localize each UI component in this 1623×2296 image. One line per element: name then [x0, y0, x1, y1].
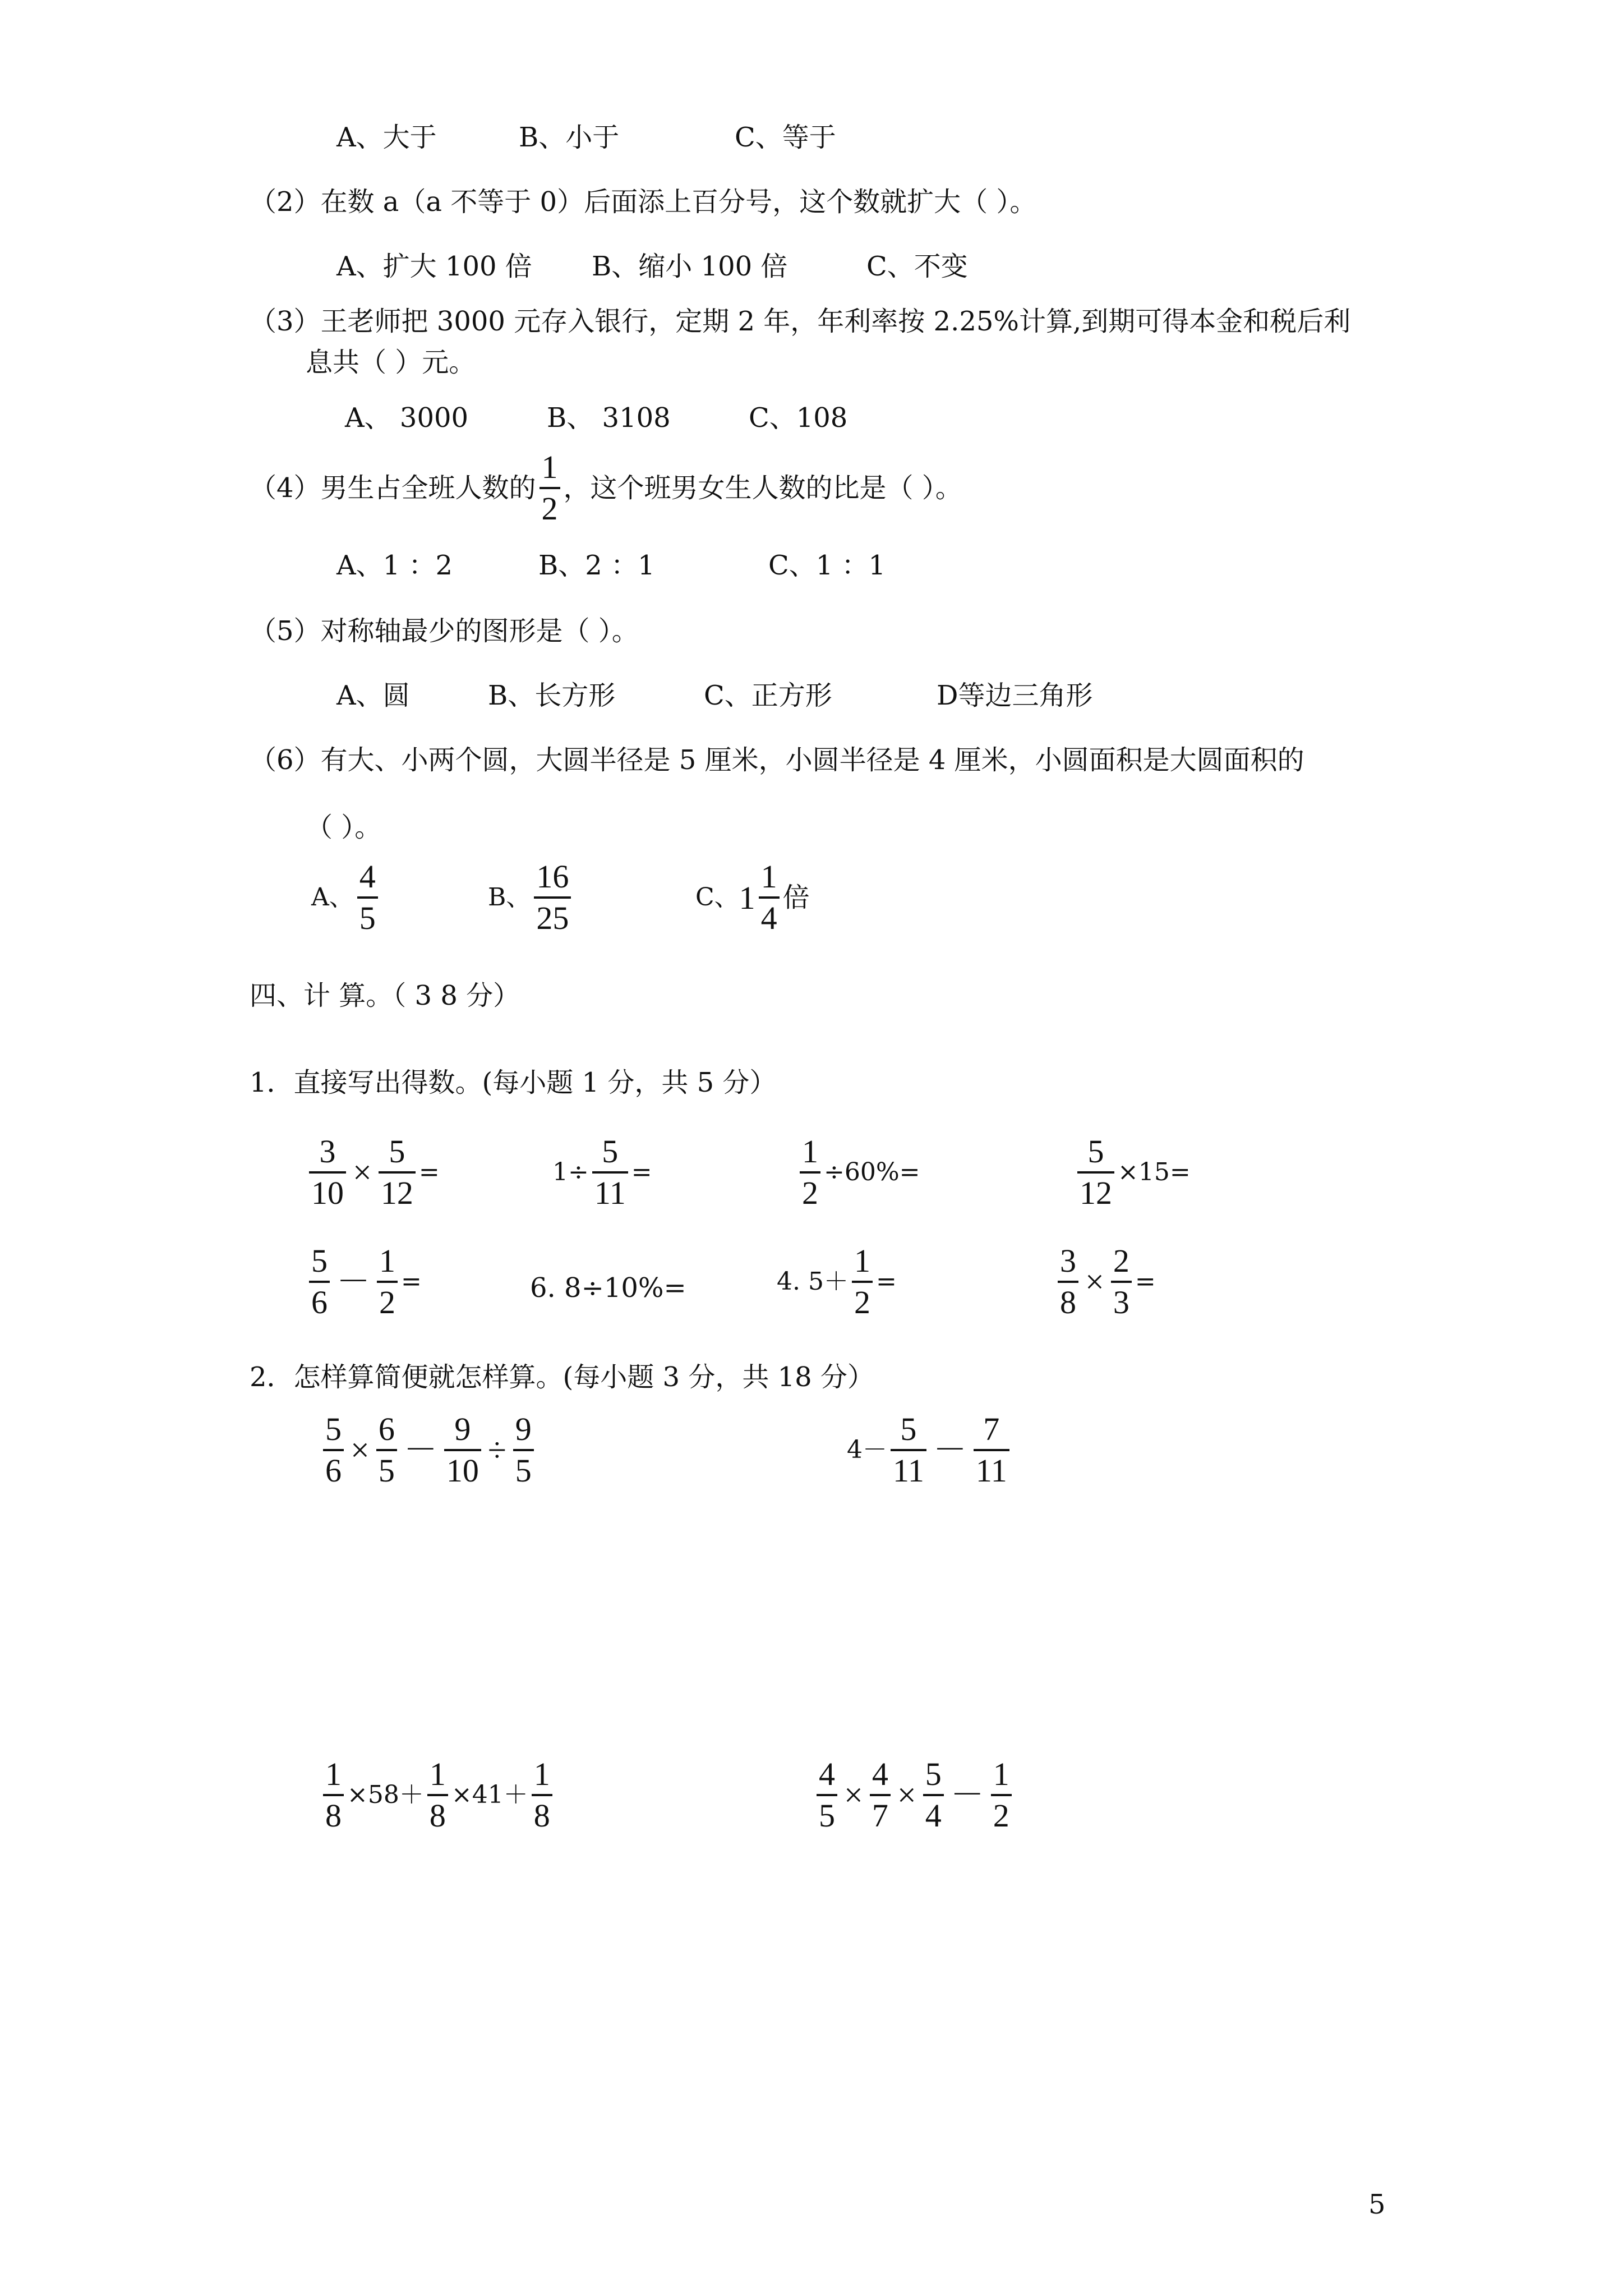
section-title: 四、计 算。（ 3 8 分） [250, 980, 520, 1011]
q1-option-a: A、大于 [336, 122, 437, 153]
equals: = [418, 1158, 440, 1186]
calc-expression-5 [306, 1243, 422, 1321]
option-label: C、 [695, 883, 739, 912]
fraction-denominator: 10 [311, 1175, 344, 1211]
fraction-numerator: 5 [1087, 1133, 1104, 1170]
fraction-denominator: 2 [379, 1284, 395, 1320]
fraction-numerator: 1 [429, 1756, 446, 1792]
fraction-denominator: 8 [429, 1797, 446, 1834]
q4-stem-pre: （4）男生占全班人数的 [250, 472, 536, 504]
operator: × [897, 1777, 916, 1814]
simplify-expression-2 [847, 1411, 1013, 1489]
q2-option-b: B、缩小 100 倍 [592, 251, 788, 282]
fraction-bar [444, 1449, 481, 1451]
mixed-whole: 1 [739, 879, 755, 916]
fraction-bar [376, 1449, 397, 1451]
equals: = [1135, 1267, 1156, 1296]
fraction-bar [427, 1794, 448, 1796]
equals: = [875, 1267, 897, 1296]
fraction-numerator: 1 [379, 1243, 395, 1279]
fraction-numerator: 9 [454, 1411, 471, 1447]
fraction-numerator: 1 [802, 1133, 818, 1170]
fraction-bar [592, 1171, 628, 1174]
fraction-denominator: 10 [446, 1452, 479, 1489]
operator: × [844, 1777, 863, 1814]
fraction-denominator: 6 [325, 1452, 342, 1489]
part2-title: 2．怎样算简便就怎样算。(每小题 3 分，共 18 分） [250, 1361, 874, 1393]
fraction-numerator: 7 [983, 1411, 1000, 1447]
fraction-numerator: 4 [819, 1756, 835, 1792]
fraction-numerator: 1 [854, 1243, 870, 1279]
fraction-denominator: 5 [378, 1452, 395, 1489]
fraction-bar [974, 1449, 1009, 1451]
fraction-denominator: 2 [802, 1175, 818, 1211]
operator: ÷ [487, 1432, 506, 1469]
option-label: A、 [311, 883, 354, 912]
fraction-bar [852, 1281, 873, 1283]
expr-prefix: 4－ [847, 1435, 887, 1464]
expr-prefix: 1÷ [552, 1158, 589, 1186]
fraction-denominator: 11 [893, 1452, 924, 1489]
fraction-denominator: 11 [594, 1175, 626, 1211]
expr-suffix: ×15= [1118, 1158, 1191, 1186]
page-number: 5 [1368, 2189, 1386, 2220]
operator: × [1085, 1263, 1104, 1300]
calc-expression-4 [1074, 1133, 1191, 1212]
fraction-denominator: 12 [380, 1175, 413, 1211]
fraction-numerator: 3 [1060, 1243, 1076, 1279]
fraction-bar [309, 1281, 330, 1283]
fraction-numerator: 5 [925, 1756, 942, 1792]
fraction-bar [309, 1171, 346, 1174]
fraction-bar [759, 896, 780, 899]
q6-option-a [311, 858, 381, 937]
fraction-numerator: 3 [319, 1133, 336, 1170]
part1-title: 1．直接写出得数。(每小题 1 分，共 5 分） [250, 1067, 777, 1098]
q3-stem-line2: 息共（ ）元。 [306, 347, 476, 378]
fraction-bar [540, 487, 560, 489]
fraction-bar [534, 896, 571, 899]
equals: = [631, 1158, 652, 1186]
fraction-bar [1077, 1171, 1114, 1174]
operator: － [336, 1263, 370, 1300]
q2-option-a: A、扩大 100 倍 [336, 251, 532, 282]
q5-option-d: D等边三角形 [937, 680, 1093, 711]
fraction-numerator: 5 [389, 1133, 405, 1170]
q6-option-c [695, 858, 810, 937]
expr-prefix: 4. 5＋ [777, 1267, 849, 1296]
fraction-numerator: 4 [359, 858, 376, 895]
q4-option-a: A、1 ：2 [336, 550, 453, 581]
q5-option-a: A、圆 [336, 680, 410, 711]
operator: × [353, 1154, 372, 1191]
fraction-numerator: 1 [760, 858, 777, 895]
fraction-denominator: 7 [872, 1797, 888, 1834]
q4-option-c: C、1 ：1 [768, 550, 886, 581]
q1-option-c: C、等于 [735, 122, 836, 153]
expr-suffix: ÷60%= [824, 1158, 920, 1186]
fraction-bar [377, 1281, 398, 1283]
q1-option-b: B、小于 [519, 122, 620, 153]
fraction-numerator: 5 [311, 1243, 328, 1279]
q2-option-c: C、不变 [866, 251, 968, 282]
q6-option-b [488, 858, 574, 937]
operator: × [351, 1432, 370, 1469]
calc-expression-1 [306, 1133, 440, 1212]
calc-expression-8 [1054, 1243, 1156, 1321]
q4-fraction [540, 449, 560, 527]
fraction-bar [800, 1171, 820, 1174]
fraction-bar [532, 1794, 552, 1796]
fraction-numerator: 5 [602, 1133, 619, 1170]
fraction-denominator: 12 [1080, 1175, 1112, 1211]
fraction-numerator: 1 [993, 1756, 1009, 1792]
fraction-denominator: 8 [325, 1797, 342, 1834]
simplify-expression-3 [320, 1756, 556, 1834]
fraction-bar [357, 896, 378, 899]
fraction-numerator: 1 [541, 449, 558, 485]
q2-stem: （2）在数 a（a 不等于 0）后面添上百分号，这个数就扩大（ ）。 [250, 186, 1037, 218]
fraction-bar [379, 1171, 416, 1174]
fraction-bar [1111, 1281, 1132, 1283]
q4-option-b: B、2 ：1 [538, 550, 655, 581]
q3-option-a: A、 3000 [345, 402, 469, 434]
fraction-denominator: 8 [1060, 1284, 1076, 1320]
fraction-denominator: 2 [993, 1797, 1009, 1834]
expr-term: ×41＋ [451, 1780, 528, 1809]
q6-stem-line1: （6）有大、小两个圆，大圆半径是 5 厘米，小圆半径是 4 厘米，小圆面积是大圆面积的 [250, 744, 1304, 776]
fraction-numerator: 6 [378, 1411, 395, 1447]
fraction-numerator: 1 [325, 1756, 342, 1792]
fraction-bar [817, 1794, 837, 1796]
fraction-bar [923, 1794, 944, 1796]
fraction-denominator: 5 [359, 900, 376, 936]
fraction-bar [870, 1794, 891, 1796]
fraction-denominator: 5 [515, 1452, 532, 1489]
fraction-bar [1058, 1281, 1078, 1283]
q3-option-b: B、 3108 [547, 402, 671, 434]
fraction-denominator: 2 [541, 490, 558, 527]
fraction-bar [323, 1449, 344, 1451]
fraction-numerator: 16 [536, 858, 569, 895]
fraction-denominator: 4 [925, 1797, 942, 1834]
simplify-expression-1 [320, 1411, 537, 1489]
operator: － [403, 1432, 437, 1469]
calc-expression-3 [796, 1133, 920, 1212]
option-suffix: 倍 [782, 882, 810, 913]
option-label: B、 [488, 883, 531, 912]
q5-option-b: B、长方形 [488, 680, 616, 711]
operator: － [950, 1777, 984, 1814]
calc-expression-2 [552, 1133, 652, 1212]
fraction-numerator: 2 [1113, 1243, 1129, 1279]
q3-stem-line1: （3）王老师把 3000 元存入银行，定期 2 年，年利率按 2.25%计算,到期可得本金和税后利 [250, 306, 1351, 337]
fraction-numerator: 5 [900, 1411, 917, 1447]
fraction-denominator: 2 [854, 1284, 870, 1320]
fraction-numerator: 5 [325, 1411, 342, 1447]
fraction-bar [513, 1449, 534, 1451]
fraction-denominator: 4 [760, 900, 777, 936]
fraction-denominator: 6 [311, 1284, 328, 1320]
operator: － [933, 1432, 967, 1469]
calc-expression-6: 6. 8÷10%= [530, 1272, 686, 1304]
fraction-bar [991, 1794, 1012, 1796]
fraction-denominator: 3 [1113, 1284, 1129, 1320]
equals: = [401, 1267, 422, 1296]
q4-stem-post: ，这个班男女生人数的比是（ ）。 [563, 472, 962, 504]
fraction-denominator: 5 [819, 1797, 835, 1834]
fraction-denominator: 25 [536, 900, 569, 936]
calc-expression-7 [777, 1243, 897, 1321]
fraction-numerator: 1 [533, 1756, 550, 1792]
fraction-denominator: 8 [533, 1797, 550, 1834]
fraction-bar [891, 1449, 926, 1451]
fraction-numerator: 4 [872, 1756, 888, 1792]
q3-option-c: C、108 [749, 402, 848, 434]
q6-stem-line2: （ ）。 [306, 812, 382, 843]
simplify-expression-4 [813, 1756, 1015, 1834]
q5-stem: （5）对称轴最少的图形是（ ）。 [250, 615, 639, 647]
q5-option-c: C、正方形 [704, 680, 832, 711]
fraction-denominator: 11 [975, 1452, 1007, 1489]
fraction-numerator: 9 [515, 1411, 532, 1447]
q4-stem [250, 449, 962, 527]
expr-term: ×58＋ [347, 1780, 424, 1809]
fraction-bar [323, 1794, 344, 1796]
